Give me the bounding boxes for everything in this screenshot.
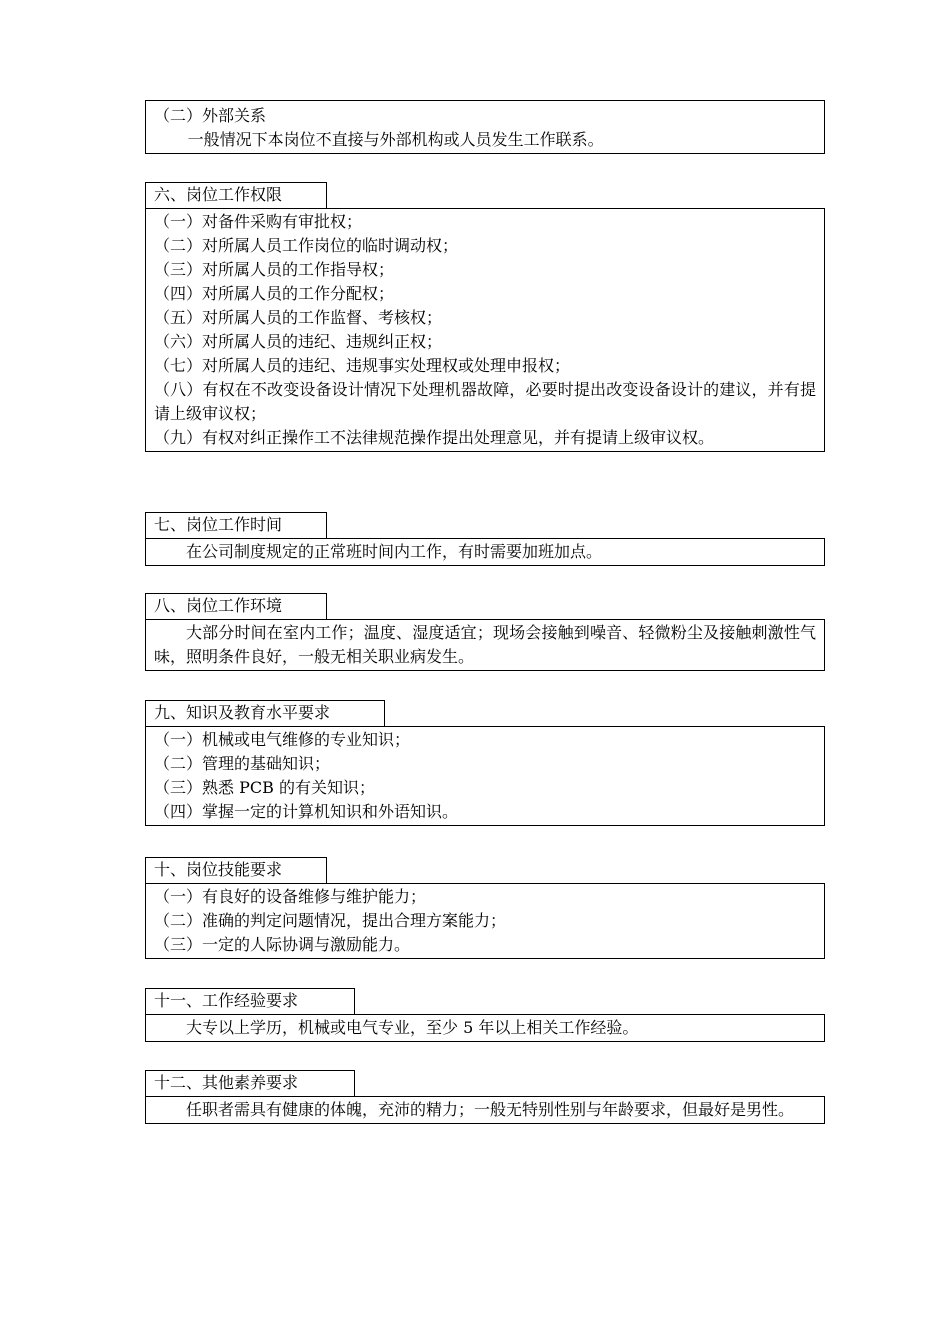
skills-item: （三）一定的人际协调与激励能力。 xyxy=(154,935,411,954)
authority-item: （四）对所属人员的工作分配权； xyxy=(154,284,395,303)
section-knowledge xyxy=(145,700,825,826)
section-experience xyxy=(145,988,825,1042)
other-qualities-box xyxy=(145,1096,825,1124)
section-external-relations xyxy=(145,100,825,154)
section-work-time xyxy=(145,512,825,566)
external-relations-title: （二）外部关系 xyxy=(154,106,267,125)
authority-item: （六）对所属人员的违纪、违规纠正权； xyxy=(154,332,443,351)
authority-item: （九）有权对纠正操作工不法律规范操作提出处理意见，并有提请上级审议权。 xyxy=(154,428,715,447)
section-environment xyxy=(145,593,825,671)
knowledge-item: （四）掌握一定的计算机知识和外语知识。 xyxy=(154,802,459,821)
environment-text: 大部分时间在室内工作；温度、湿度适宜；现场会接触到噪音、轻微粉尘及接触刺激性气味，照明条件良好，一般无相关职业病发生。 xyxy=(154,623,816,666)
work-time-box xyxy=(145,538,825,566)
external-relations-text: 一般情况下本岗位不直接与外部机构或人员发生工作联系。 xyxy=(187,130,604,149)
knowledge-box xyxy=(145,726,825,826)
section-other-qualities xyxy=(145,1070,825,1124)
work-time-text: 在公司制度规定的正常班时间内工作，有时需要加班加点。 xyxy=(186,542,603,561)
authority-title: 六、岗位工作权限 xyxy=(145,182,327,208)
knowledge-item: （三）熟悉 PCB 的有关知识； xyxy=(154,778,375,797)
experience-box xyxy=(145,1014,825,1042)
environment-title: 八、岗位工作环境 xyxy=(145,593,327,619)
environment-box xyxy=(145,619,825,671)
section-authority xyxy=(145,182,825,452)
skills-title: 十、岗位技能要求 xyxy=(145,857,327,883)
skills-item: （二）准确的判定问题情况，提出合理方案能力； xyxy=(154,911,507,930)
section-skills xyxy=(145,857,825,959)
skills-item: （一）有良好的设备维修与维护能力； xyxy=(154,887,427,906)
authority-item: （一）对备件采购有审批权； xyxy=(154,212,363,231)
external-relations-box xyxy=(145,100,825,154)
authority-item: （三）对所属人员的工作指导权； xyxy=(154,260,395,279)
other-qualities-title: 十二、其他素养要求 xyxy=(145,1070,355,1096)
knowledge-title: 九、知识及教育水平要求 xyxy=(145,700,385,726)
experience-title: 十一、工作经验要求 xyxy=(145,988,355,1014)
experience-text: 大专以上学历，机械或电气专业，至少 5 年以上相关工作经验。 xyxy=(186,1018,639,1037)
knowledge-item: （一）机械或电气维修的专业知识； xyxy=(154,730,411,749)
skills-box xyxy=(145,883,825,959)
authority-item: （八）有权在不改变设备设计情况下处理机器故障，必要时提出改变设备设计的建议，并有提请上级审议权； xyxy=(154,380,816,423)
authority-item: （二）对所属人员工作岗位的临时调动权； xyxy=(154,236,459,255)
authority-item: （七）对所属人员的违纪、违规事实处理权或处理申报权； xyxy=(154,356,571,375)
other-qualities-text: 任职者需具有健康的体魄，充沛的精力；一般无特别性别与年龄要求，但最好是男性。 xyxy=(186,1100,795,1119)
authority-box xyxy=(145,208,825,452)
knowledge-item: （二）管理的基础知识； xyxy=(154,754,331,773)
authority-item: （五）对所属人员的工作监督、考核权； xyxy=(154,308,443,327)
work-time-title: 七、岗位工作时间 xyxy=(145,512,327,538)
